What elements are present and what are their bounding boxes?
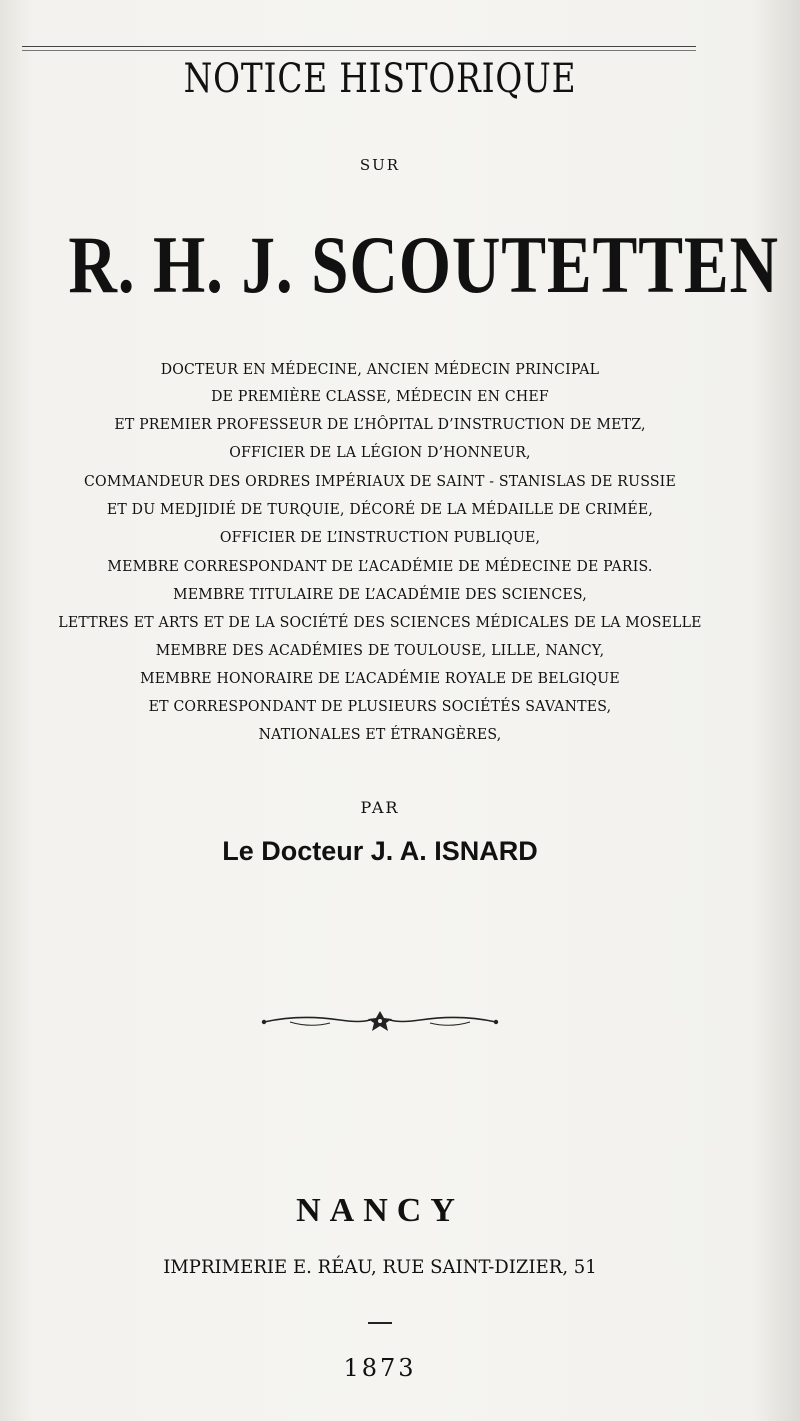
subject-name: R. H. J. SCOUTETTEN — [68, 219, 779, 310]
separator-dash — [368, 1322, 392, 1324]
credential-line: DE PREMIÈRE CLASSE, MÉDECIN EN CHEF — [211, 387, 549, 405]
credential-line: MEMBRE CORRESPONDANT DE L’ACADÉMIE DE MÉDECINE DE PARIS. — [107, 557, 653, 575]
author-name: Le Docteur J. A. ISNARD — [222, 836, 538, 866]
credential-line: DOCTEUR EN MÉDECINE, ANCIEN MÉDECIN PRINCIPAL — [160, 360, 600, 378]
credential-line: MEMBRE TITULAIRE DE L’ACADÉMIE DES SCIENCES, — [173, 585, 587, 603]
credential-line: COMMANDEUR DES ORDRES IMPÉRIAUX DE SAINT - STANISLAS DE RUSSIE — [84, 472, 676, 490]
credential-line: MEMBRE HONORAIRE DE L’ACADÉMIE ROYALE DE BELGIQUE — [140, 669, 620, 687]
fleuron-ornament-icon — [260, 1008, 500, 1034]
printer-line: IMPRIMERIE E. RÉAU, RUE SAINT-DIZIER, 51 — [163, 1256, 597, 1278]
credential-line: OFFICIER DE LA LÉGION D’HONNEUR, — [229, 443, 531, 461]
credential-line: NATIONALES ET ÉTRANGÈRES, — [258, 725, 502, 743]
credential-line: ET PREMIER PROFESSEUR DE L’HÔPITAL D’INSTRUCTION DE METZ, — [114, 415, 646, 433]
credential-line: LETTRES ET ARTS ET DE LA SOCIÉTÉ DES SCIENCES MÉDICALES DE LA MOSELLE — [58, 613, 702, 631]
top-double-rule — [22, 46, 696, 51]
preposition-sur: SUR — [359, 156, 401, 174]
credential-line: MEMBRE DES ACADÉMIES DE TOULOUSE, LILLE, NANCY, — [155, 641, 605, 659]
credential-line: ET DU MEDJIDIÉ DE TURQUIE, DÉCORÉ DE LA MÉDAILLE DE CRIMÉE, — [106, 500, 654, 518]
credential-line: OFFICIER DE L’INSTRUCTION PUBLIQUE, — [219, 528, 541, 546]
publication-year: 1873 — [343, 1354, 417, 1382]
by-label: PAR — [360, 798, 400, 817]
page-title: NOTICE HISTORIQUE — [183, 56, 577, 102]
publication-city: NANCY — [296, 1192, 464, 1229]
credential-line: ET CORRESPONDANT DE PLUSIEURS SOCIÉTÉS SAVANTES, — [148, 697, 612, 715]
